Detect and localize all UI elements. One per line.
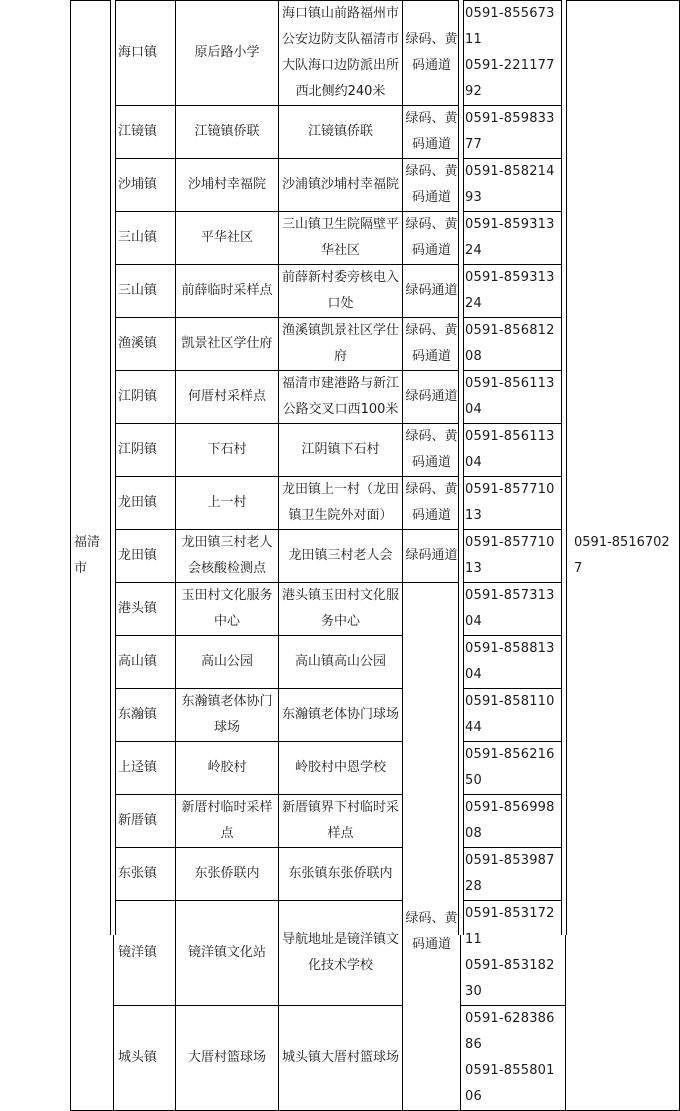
phone-cell (461, 371, 566, 424)
site-cell: 新厝村临时采样点 (176, 795, 279, 848)
site-cell: 平华社区 (176, 212, 279, 265)
phone-number: 0591-85621650 (465, 747, 555, 788)
town-cell: 东张镇 (114, 848, 176, 901)
table-row (71, 1, 680, 106)
town-cell: 海口镇 (114, 1, 176, 106)
address-cell: 三山镇卫生院隔壁平华社区 (279, 212, 403, 265)
column-border (566, 0, 567, 935)
phone-cell (461, 848, 566, 901)
channel-cell: 绿码、黄码通道 (403, 212, 461, 265)
phone-number: 0591-22117792 (465, 58, 555, 99)
hotline-cell: 0591-85167027 (566, 1, 680, 1111)
address-cell: 沙浦镇沙埔村幸福院 (279, 159, 403, 212)
site-cell: 何厝村采样点 (176, 371, 279, 424)
site-cell: 大厝村篮球场 (176, 1006, 279, 1111)
town-cell: 三山镇 (114, 265, 176, 318)
phone-cell (461, 1006, 566, 1111)
channel-cell: 绿码、黄码通道 (403, 583, 461, 1111)
phone-number: 0591-85681208 (465, 323, 555, 364)
town-cell: 龙田镇 (114, 530, 176, 583)
address-cell: 前薛新村委旁核电入口处 (279, 265, 403, 318)
site-cell: 龙田镇三村老人会核酸检测点 (176, 530, 279, 583)
town-cell: 镜洋镇 (114, 901, 176, 1006)
town-cell: 城头镇 (114, 1006, 176, 1111)
address-cell: 海口镇山前路福州市公安边防支队福清市大队海口边防派出所西北侧约240米 (279, 1, 403, 106)
channel-cell: 绿码、黄码通道 (403, 106, 461, 159)
town-cell: 江阴镇 (114, 371, 176, 424)
address-cell: 渔溪镇凯景社区学仕府 (279, 318, 403, 371)
phone-cell (461, 106, 566, 159)
address-cell: 江阴镇下石村 (279, 424, 403, 477)
town-cell: 江阴镇 (114, 424, 176, 477)
channel-cell: 绿码、黄码通道 (403, 159, 461, 212)
channel-cell: 绿码通道 (403, 371, 461, 424)
site-cell: 上一村 (176, 477, 279, 530)
phone-number: 0591-85881304 (465, 641, 555, 682)
phone-cell (461, 159, 566, 212)
site-cell: 凯景社区学仕府 (176, 318, 279, 371)
phone-number: 0591-62838686 (465, 1011, 555, 1052)
column-border (463, 0, 464, 935)
town-cell: 东瀚镇 (114, 689, 176, 742)
phone-number: 0591-85811044 (465, 694, 555, 735)
address-cell: 导航地址是镜洋镇文化技术学校 (279, 901, 403, 1006)
site-cell: 前薛临时采样点 (176, 265, 279, 318)
address-cell: 东瀚镇老体协门球场 (279, 689, 403, 742)
town-cell: 上迳镇 (114, 742, 176, 795)
phone-number: 0591-85821493 (465, 164, 555, 205)
phone-cell (461, 477, 566, 530)
channel-cell: 绿码、黄码通道 (403, 318, 461, 371)
site-cell: 高山公园 (176, 636, 279, 689)
phone-number: 0591-85771013 (465, 535, 555, 576)
town-cell: 新厝镇 (114, 795, 176, 848)
phone-number: 0591-85611304 (465, 376, 555, 417)
town-cell: 港头镇 (114, 583, 176, 636)
site-cell: 沙埔村幸福院 (176, 159, 279, 212)
phone-cell (461, 583, 566, 636)
town-cell: 高山镇 (114, 636, 176, 689)
phone-cell (461, 530, 566, 583)
site-cell: 东张侨联内 (176, 848, 279, 901)
phone-cell (461, 424, 566, 477)
town-cell: 渔溪镇 (114, 318, 176, 371)
phone-cell (461, 689, 566, 742)
phone-number: 0591-85699808 (465, 800, 555, 841)
phone-cell (461, 318, 566, 371)
phone-number: 0591-85567311 (465, 6, 555, 47)
column-border (110, 0, 111, 935)
site-cell: 东瀚镇老体协门球场 (176, 689, 279, 742)
column-border (458, 0, 459, 935)
testing-sites-table (70, 0, 680, 1111)
channel-cell: 绿码通道 (403, 265, 461, 318)
phone-number: 0591-85731304 (465, 588, 555, 629)
address-cell: 龙田镇上一村（龙田镇卫生院外对面） (279, 477, 403, 530)
phone-number: 0591-85317211 (465, 906, 555, 947)
site-cell: 下石村 (176, 424, 279, 477)
address-cell: 高山镇高山公园 (279, 636, 403, 689)
phone-number: 0591-85580106 (465, 1063, 555, 1104)
phone-cell (461, 901, 566, 1006)
address-cell: 城头镇大厝村篮球场 (279, 1006, 403, 1111)
site-cell: 玉田村文化服务中心 (176, 583, 279, 636)
channel-cell: 绿码、黄码通道 (403, 424, 461, 477)
column-border (115, 0, 116, 935)
town-cell: 江镜镇 (114, 106, 176, 159)
channel-cell: 绿码、黄码通道 (403, 477, 461, 530)
phone-cell (461, 212, 566, 265)
address-cell: 龙田镇三村老人会 (279, 530, 403, 583)
channel-cell: 绿码通道 (403, 530, 461, 583)
phone-number: 0591-85611304 (465, 429, 555, 470)
phone-cell (461, 265, 566, 318)
column-border (561, 0, 562, 935)
site-cell: 江镜镇侨联 (176, 106, 279, 159)
address-cell: 港头镇玉田村文化服务中心 (279, 583, 403, 636)
phone-number: 0591-85771013 (465, 482, 555, 523)
town-cell: 三山镇 (114, 212, 176, 265)
phone-number: 0591-85983377 (465, 111, 555, 152)
city-cell: 福清市 (71, 1, 114, 1111)
phone-number: 0591-85318230 (465, 958, 555, 999)
site-cell: 原后路小学 (176, 1, 279, 106)
channel-cell: 绿码、黄码通道 (403, 1, 461, 106)
phone-cell (461, 1, 566, 106)
address-cell: 福清市建港路与新江公路交叉口西100米 (279, 371, 403, 424)
phone-cell (461, 742, 566, 795)
town-cell: 沙埔镇 (114, 159, 176, 212)
town-cell: 龙田镇 (114, 477, 176, 530)
phone-number: 0591-85931324 (465, 270, 555, 311)
address-cell: 江镜镇侨联 (279, 106, 403, 159)
site-cell: 岭胶村 (176, 742, 279, 795)
phone-number: 0591-85931324 (465, 217, 555, 258)
address-cell: 岭胶村中恩学校 (279, 742, 403, 795)
site-cell: 镜洋镇文化站 (176, 901, 279, 1006)
phone-cell (461, 795, 566, 848)
address-cell: 东张镇东张侨联内 (279, 848, 403, 901)
phone-cell (461, 636, 566, 689)
phone-number: 0591-85398728 (465, 853, 555, 894)
address-cell: 新厝镇界下村临时采样点 (279, 795, 403, 848)
